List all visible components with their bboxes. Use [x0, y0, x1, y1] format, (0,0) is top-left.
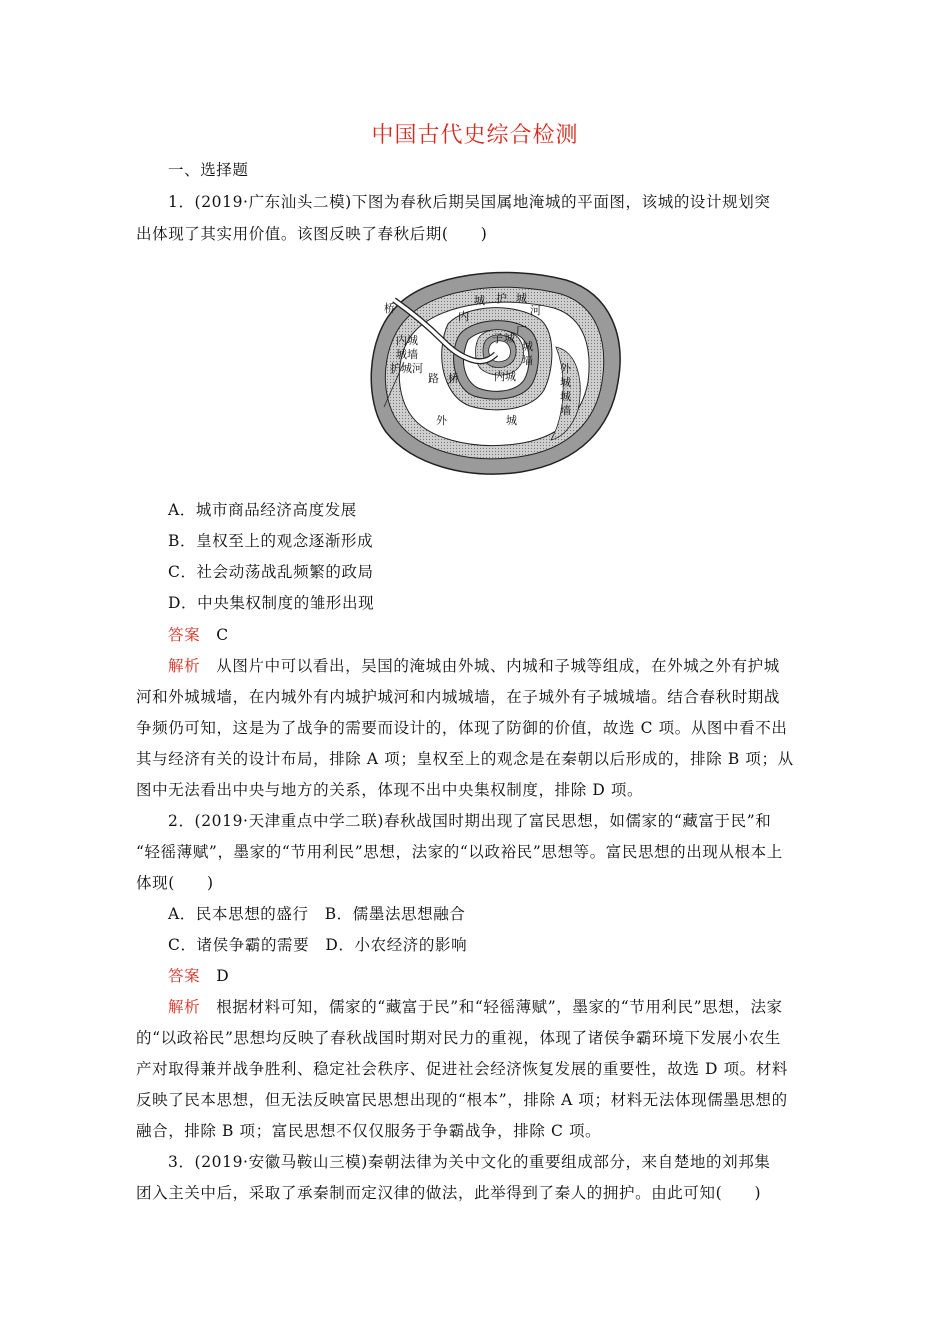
- label-hu: 护: [496, 292, 507, 305]
- q1-stem-line-2: 出体现了其实用价值。该图反映了春秋后期( ): [136, 225, 488, 243]
- label-zi: 子: [492, 332, 503, 345]
- q1-analysis-line-3: 争频仍可知，这是为了战争的需要而设计的，体现了防御的价值，故选 C 项。从图中看不出: [136, 719, 788, 737]
- q1-answer-value: C: [200, 626, 229, 644]
- label-outer-city-2: 城: [506, 414, 517, 427]
- label-inner-wall: 内城: [396, 334, 418, 347]
- q1-analysis-label: 解析: [168, 657, 201, 675]
- label-guang: 广: [516, 324, 527, 337]
- q2-options-row-2: C．诸侯争霸的需要 D．小农经济的影响: [168, 936, 468, 954]
- q2-stem-line-3: 体现( ): [136, 874, 214, 892]
- q2-analysis-line-5: 融合，排除 B 项；富民思想不仅仅服务于争霸战争，排除 C 项。: [136, 1122, 602, 1140]
- label-inner-wall-2: 城墙: [396, 348, 418, 361]
- q1-option-b: B．皇权至上的观念逐渐形成: [168, 532, 374, 550]
- q1-analysis-line-2: 河和外城城墙，在内城外有内城护城河和内城城墙，在子城外有子城城墙。结合春秋时期战: [136, 688, 781, 706]
- q3-stem-line-2: 团入主关中后，采取了承秦制而定汉律的做法，此举得到了秦人的拥护。由此可知( ): [136, 1184, 762, 1202]
- q2-answer-value: D: [200, 967, 230, 985]
- q2-answer-label: 答案: [168, 967, 201, 985]
- label-bridge-top: 桥: [384, 302, 395, 315]
- q3-stem-line-1: 3．(2019·安徽马鞍山三模)秦朝法律为关中文化的重要组成部分，来自楚地的刘邦集: [168, 1153, 771, 1171]
- q2-analysis-label: 解析: [168, 998, 201, 1016]
- q1-option-a: A．城市商品经济高度发展: [168, 501, 357, 519]
- q2-answer: [168, 966, 229, 986]
- section-heading: 一、选择题: [168, 161, 249, 179]
- q1-analysis-line-1: [168, 656, 780, 676]
- q1-analysis-text-1: 从图片中可以看出，吴国的淹城由外城、内城和子城等组成，在外城之外有护城: [200, 657, 780, 675]
- page-title: 中国古代史综合检测: [371, 123, 579, 148]
- q1-analysis-line-5: 图中无法看出中央与地方的关系，体现不出中央集权制度，排除 D 项。: [136, 781, 644, 799]
- label-inner: 内: [458, 310, 469, 323]
- q1-analysis-line-4: 其与经济有关的设计布局，排除 A 项；皇权至上的观念是在秦朝以后形成的，排除 B 项；从: [136, 750, 794, 768]
- label-moat: 护城河: [390, 362, 423, 375]
- q2-options-row-1: A．民本思想的盛行 B．儒墨法思想融合: [168, 905, 466, 923]
- q1-stem-line-1: 1．(2019·广东汕头二模)下图为春秋后期吴国属地淹城的平面图，该城的设计规划突: [168, 193, 771, 211]
- label-inner-city: 内城: [494, 370, 516, 383]
- q2-analysis-line-3: 产对取得兼并战争胜利、稳定社会秩序、促进社会经济恢复发展的重要性，故选 D 项。材料: [136, 1060, 788, 1078]
- q2-analysis-line-2: 的“以政裕民”思想均反映了春秋战国时期对民力的重视，体现了诸侯争霸环境下发展小农生: [136, 1029, 781, 1047]
- label-outer-wall-4: 墙: [560, 404, 571, 417]
- q2-analysis-line-1: [168, 997, 783, 1017]
- q2-analysis-line-4: 反映了民本思想，但无法反映富民思想出现的“根本”，排除 A 项；材料无法体现儒墨思想的: [136, 1091, 788, 1109]
- label-cheng-r1: 城: [522, 340, 533, 353]
- city-plan-map: [356, 252, 626, 487]
- label-cheng-1: 城: [474, 294, 485, 307]
- q1-option-c: C．社会动荡战乱频繁的政局: [168, 563, 374, 581]
- q2-stem-line-1: 2．(2019·天津重点中学二联)春秋战国时期出现了富民思想，如儒家的“藏富于民”和: [168, 812, 772, 830]
- label-outer-wall-3: 城: [560, 390, 571, 403]
- label-road: 路: [428, 372, 439, 385]
- label-outer-city-1: 外: [436, 414, 447, 427]
- q2-stem-line-2: “轻徭薄赋”，墨家的“节用利民”思想，法家的“以政裕民”思想等。富民思想的出现从根本上: [136, 843, 783, 861]
- q1-answer: [168, 625, 229, 645]
- label-outer-wall-2: 城: [560, 376, 571, 389]
- label-bridge-mid: 桥: [448, 372, 459, 385]
- label-cheng-zi: 城: [504, 332, 515, 345]
- label-he: 河: [530, 304, 541, 317]
- label-qiang-r1: 墙: [522, 354, 533, 367]
- q2-analysis-text-1: 根据材料可知，儒家的“藏富于民”和“轻徭薄赋”，墨家的“节用利民”思想，法家: [200, 998, 783, 1016]
- q1-answer-label: 答案: [168, 626, 201, 644]
- label-cheng-2: 城: [516, 292, 527, 305]
- city-plan-figure: [356, 252, 626, 487]
- q1-option-d: D．中央集权制度的雏形出现: [168, 594, 375, 612]
- label-outer-wall-1: 外: [560, 362, 571, 375]
